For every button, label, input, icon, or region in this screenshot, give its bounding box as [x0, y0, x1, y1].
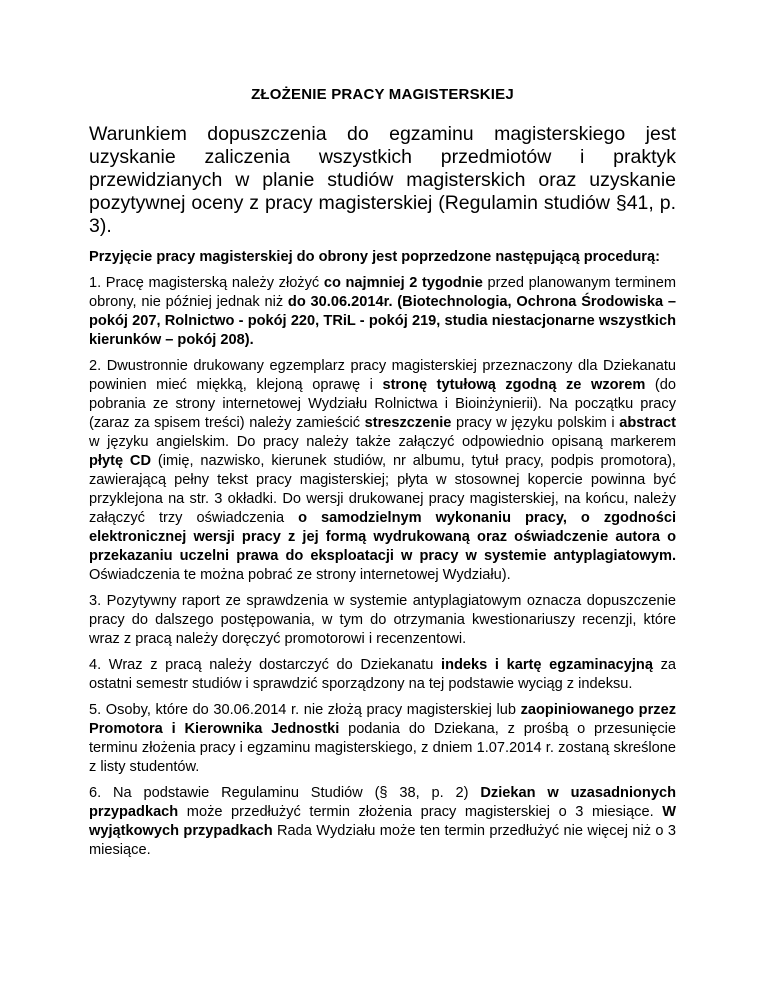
- text-span: (do pobrania ze strony internetowej Wydziału Rolnictwa i Bioinżynierii). Na początku pracy (zaraz za spisem treści) należy zamieścić: [89, 377, 676, 431]
- text-span: Rada Wydziału może ten termin przedłużyć nie więcej niż o 3 miesiące.: [89, 823, 676, 858]
- bold-span: stronę tytułową zgodną ze wzorem: [382, 377, 646, 393]
- text-span: 4. Wraz z pracą należy dostarczyć do Dziekanatu: [89, 657, 442, 673]
- bold-span: płytę CD: [89, 453, 151, 469]
- bold-span: zaopiniowanego przez Promotora i Kierownika Jednostki: [89, 702, 676, 737]
- bold-span: Dziekan w uzasadnionych przypadkach: [89, 785, 676, 820]
- text-span: (imię, nazwisko, kierunek studiów, nr albumu, tytuł pracy, podpis promotora), zawierającą pełny tekst pracy magisterskiej; płyta w stosownej kopercie powinna być przyklejona na str. 3 okładki. Do wersji drukowanej pracy magisterskiej, na końcu, należy załączyć trzy oświadczenia: [89, 453, 676, 526]
- procedure-heading: Przyjęcie pracy magisterskiej do obrony jest poprzedzone następującą procedurą:: [89, 249, 660, 265]
- bold-span: do 30.06.2014r. (Biotechnologia, Ochrona Środowiska – pokój 207, Rolnictwo - pokój 220, TRiL - pokój 219, studia niestacjonarne wszystkich kierunków – pokój 208).: [89, 294, 677, 348]
- procedure-step-5: [89, 701, 676, 777]
- procedure-step-2: [89, 357, 676, 585]
- procedure-step-4: [89, 656, 676, 694]
- text-span: 2. Dwustronnie drukowany egzemplarz pracy magisterskiej przeznaczony dla Dziekanatu powinien mieć miękką, klejoną oprawę i: [89, 358, 676, 393]
- bold-span: indeks i kartę egzaminacyjną: [441, 657, 653, 673]
- text-span: 6. Na podstawie Regulaminu Studiów (§ 38, p. 2): [89, 785, 481, 801]
- text-span: Oświadczenia te można pobrać ze strony internetowej Wydziału).: [89, 567, 511, 583]
- procedure-step-3: 3. Pozytywny raport ze sprawdzenia w systemie antyplagiatowym oznacza dopuszczenie pracy do dalszego postępowania, w tym do otrzymania kwestionariuszy recenzji, które wraz z pracą należy doręczyć promotorowi i recenzentowi.: [89, 593, 676, 647]
- bold-span: co najmniej 2 tygodnie: [323, 275, 483, 291]
- text-span: przed planowanym terminem obrony, nie później jednak niż: [89, 275, 676, 310]
- document-title: ZŁOŻENIE PRACY MAGISTERSKIEJ: [251, 86, 514, 103]
- text-span: 1. Pracę magisterską należy złożyć: [89, 275, 324, 291]
- bold-span: o samodzielnym wykonaniu pracy, o zgodności elektronicznej wersji pracy z jej formą wydrukowaną oraz oświadczenie autora o przekazaniu uczelni prawa do eksploatacji w pracy w systemie antyplagiatowym.: [89, 510, 676, 564]
- text-span: pracy w języku polskim i: [451, 415, 620, 431]
- text-span: za ostatni semestr studiów i sprawdzić sporządzony na tej podstawie wyciąg z indeksu.: [89, 657, 677, 692]
- document-page: [89, 78, 676, 867]
- text-span: może przedłużyć termin złożenia pracy magisterskiej o 3 miesiące.: [178, 804, 663, 820]
- intro-paragraph: Warunkiem dopuszczenia do egzaminu magisterskiego jest uzyskanie zaliczenia wszystkich przedmiotów i praktyk przewidzianych w planie studiów magisterskich oraz uzyskanie pozytywnej oceny z pracy magisterskiej (Regulamin studiów §41, p. 3).: [89, 123, 676, 237]
- text-span: 5. Osoby, które do 30.06.2014 r. nie złożą pracy magisterskiej lub: [89, 702, 521, 718]
- text-span: w języku angielskim. Do pracy należy także załączyć odpowiednio opisaną markerem: [89, 434, 676, 450]
- bold-span: streszczenie: [364, 415, 452, 431]
- bold-span: W wyjątkowych przypadkach: [89, 804, 676, 839]
- procedure-step-1: [89, 274, 676, 350]
- procedure-step-6: [89, 784, 676, 860]
- bold-span: abstract: [619, 415, 676, 431]
- text-span: podania do Dziekana, z prośbą o przesunięcie terminu złożenia pracy i egzaminu magisterskiego, z dniem 1.07.2014 r. zostaną skreślone z listy studentów.: [89, 721, 676, 775]
